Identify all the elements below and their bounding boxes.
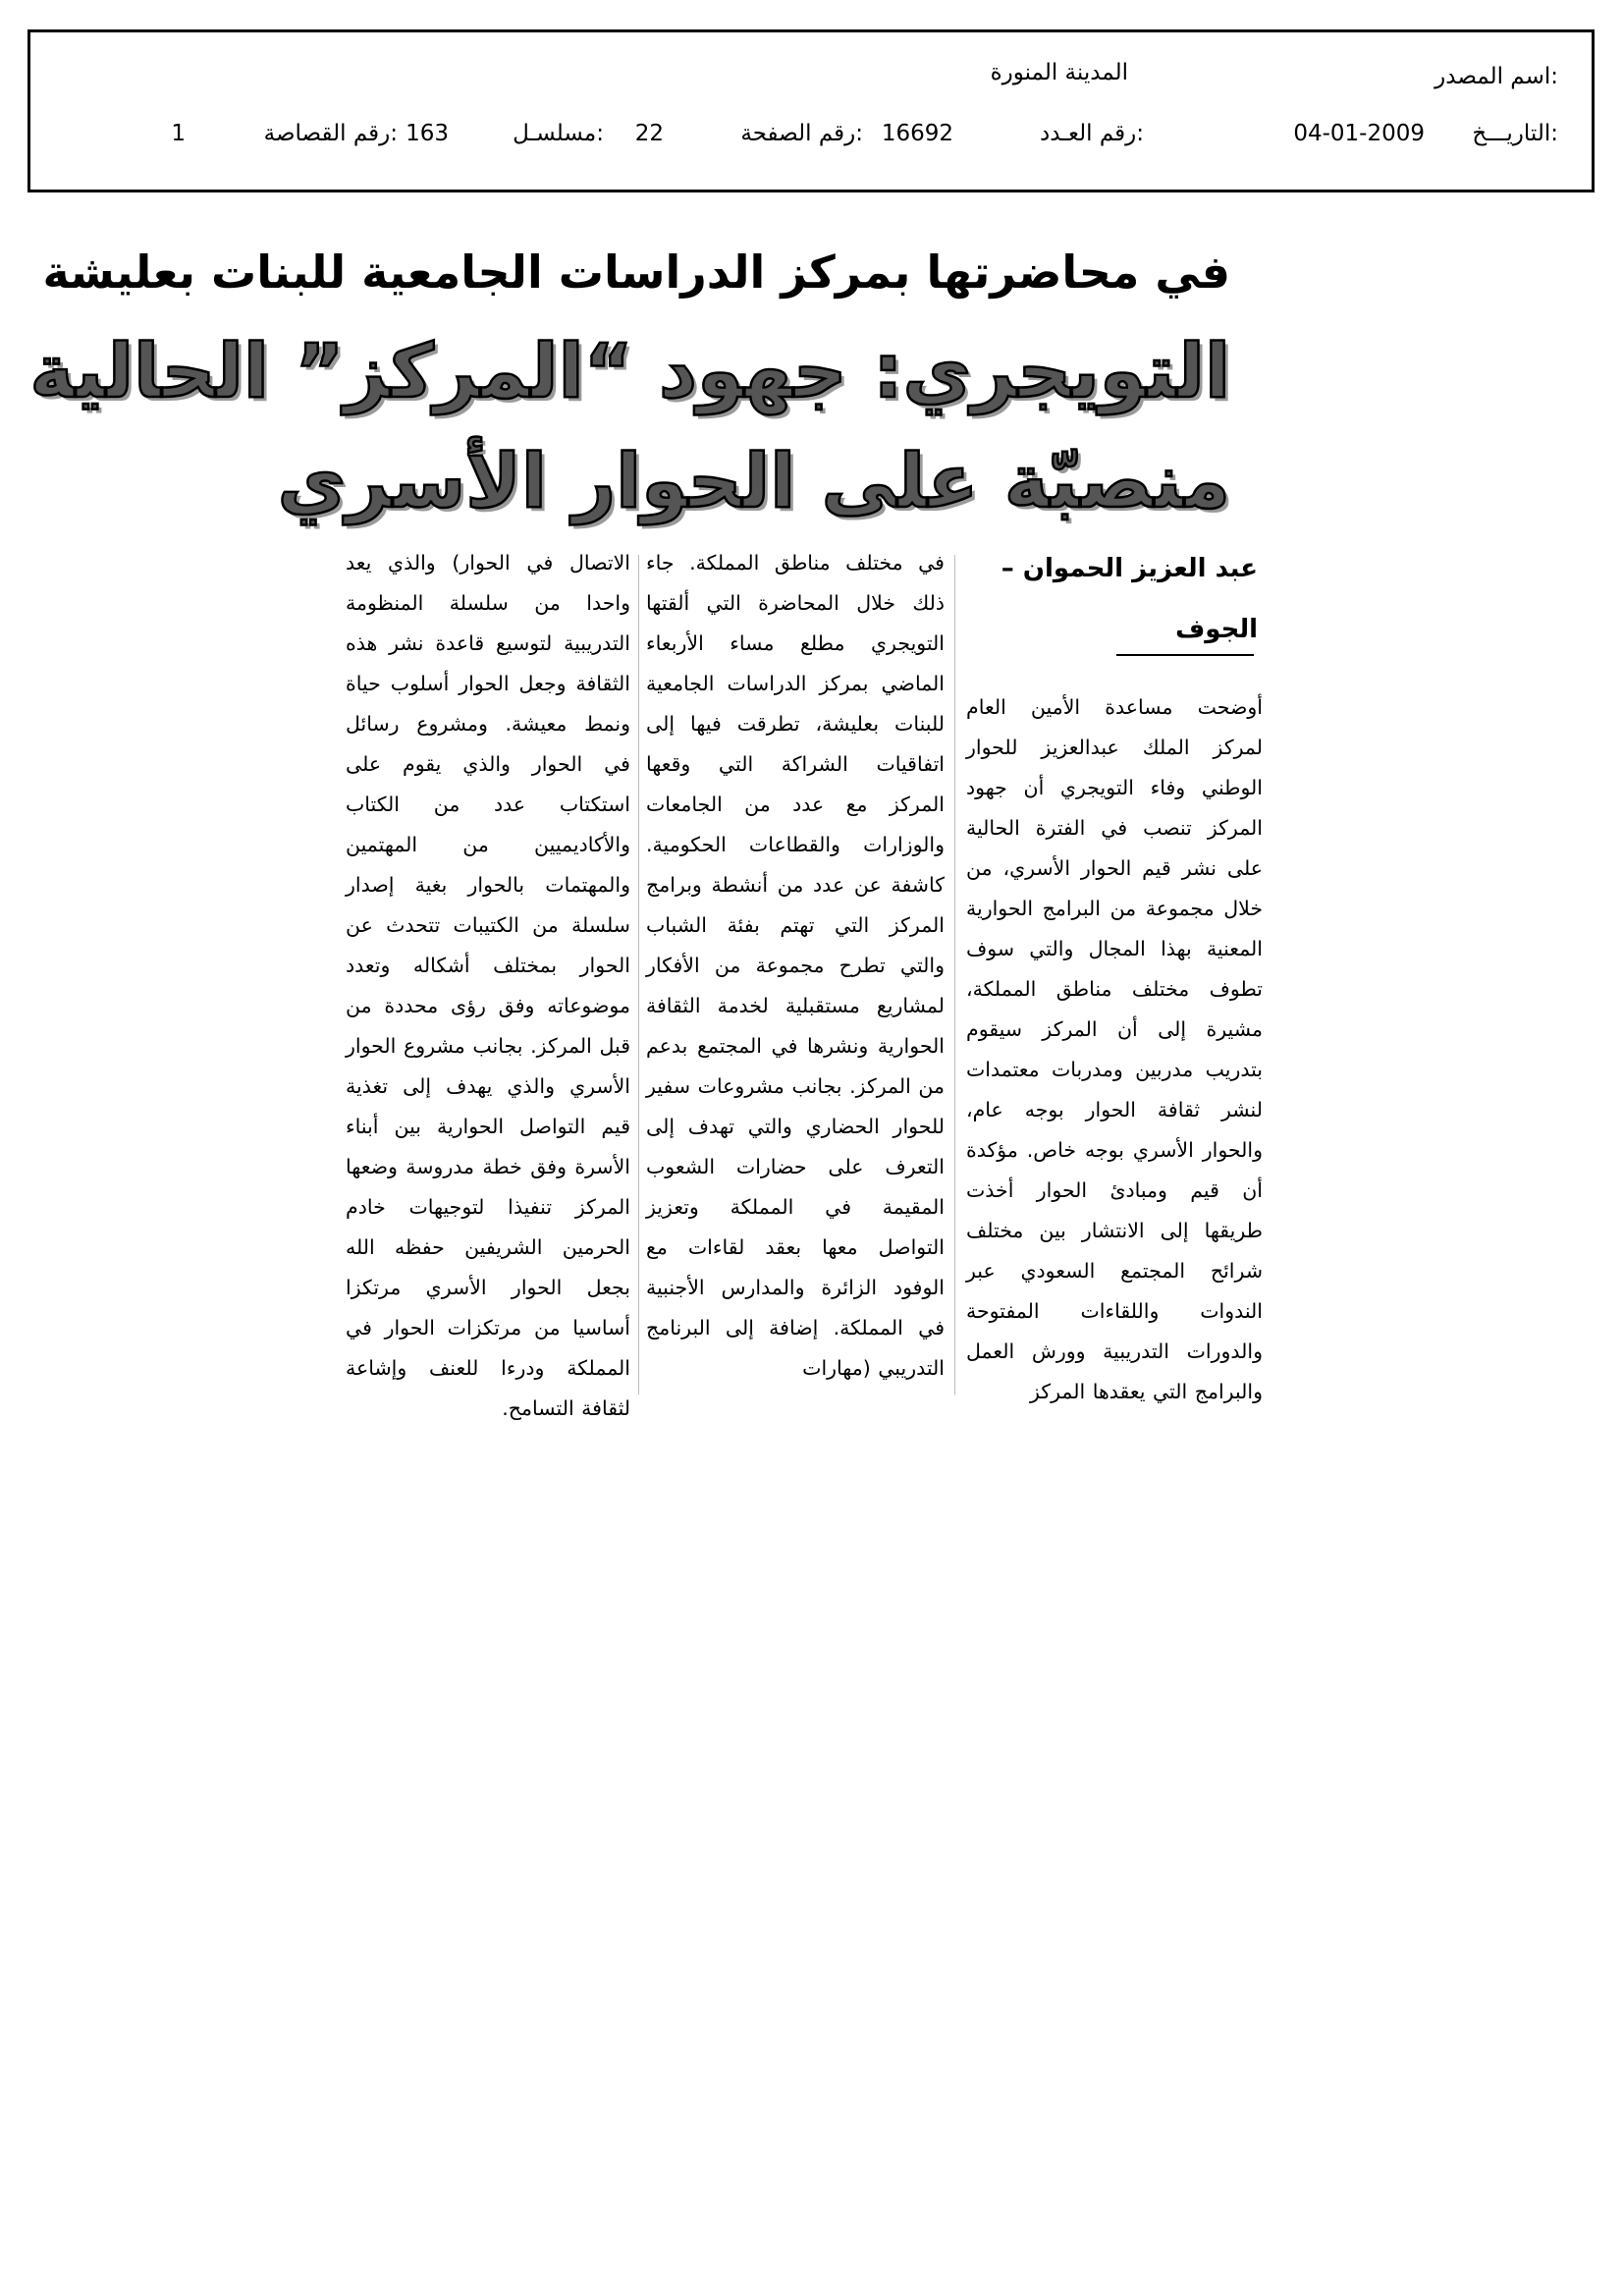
byline-location: الجوف [1175,615,1258,644]
page-value: 22 [634,121,664,146]
clip-value: 1 [171,121,186,146]
date-value: 04-01-2009 [1293,121,1425,146]
serial-value: 163 [406,121,449,146]
article-column-2 [646,543,945,1394]
column-divider [638,555,639,1394]
article-column-3-text: الاتصال في الحوار) والذي يعد واحدا من سلسلة المنظومة التدريبية لتوسيع قاعدة نشر هذه الثقافة وجعل الحوار أسلوب حياة ونمط معيشة. ومشروع رسائل في الحوار والذي يقوم على استكتاب عدد من الكتاب والأكاديميين من المهتمين والمهتمات بالحوار بغية إصدار سلسلة من الكتيبات تتحدث عن الحوار بمختلف أشكاله وتعدد موضوعاته وفق رؤى محددة من قبل المركز. بجانب مشروع الحوار الأسري والذي يهدف إلى تغذية قيم التواصل الحوارية بين أبناء الأسرة وفق خطة مدروسة وضعها المركز تنفيذا لتوجيهات خادم الحرمين الشريفين حفظه الله بجعل الحوار الأسري مرتكزا أساسيا من مرتكزات الحوار في المملكة ودرءا للعنف وإشاعة لثقافة التسامح. [346,551,630,1420]
byline-rule [1116,654,1254,656]
article-headline-line-1: التويجري: جهود “المركز” الحالية [29,327,1230,414]
page-label: رقم الصفحة: [740,121,863,146]
article-column-1-text: أوضحت مساعدة الأمين العام لمركز الملك عبدالعزيز للحوار الوطني وفاء التويجري أن جهود المركز تنصب في الفترة الحالية على نشر قيم الحوار الأسري، من خلال مجموعة من البرامج الحوارية المعنية بهذا المجال والتي سوف تطوف مختلف مناطق المملكة، مشيرة إلى أن المركز سيقوم بتدريب مدربين ومدربات معتمدات لنشر ثقافة الحوار بوجه عام، والحوار الأسري بوجه خاص. مؤكدة أن قيم ومبادئ الحوار أخذت طريقها إلى الانتشار بين مختلف شرائح المجتمع السعودي عبر الندوات واللقاءات المفتوحة والدورات التدريبية وورش العمل والبرامج التي يعقدها المركز [966,695,1263,1403]
issue-label: رقم العـدد: [1039,121,1144,146]
byline-author: عبد العزيز الحموان – [1001,554,1258,583]
source-value: المدينة المنورة [990,60,1128,85]
date-label: التاريـــخ: [1472,121,1558,146]
column-divider [954,555,955,1394]
article-column-1 [966,687,1263,1403]
clip-label: رقم القصاصة: [263,121,398,146]
article-headline-line-2: منصبّة على الحوار الأسري [277,437,1230,524]
issue-value: 16692 [881,121,953,146]
article-column-3 [346,543,630,1420]
source-label: اسم المصدر: [1434,64,1558,89]
clipping-metadata-box [27,29,1595,192]
article-column-2-text: في مختلف مناطق المملكة. جاء ذلك خلال المحاضرة التي ألقتها التويجري مطلع مساء الأربعاء الماضي بمركز الدراسات الجامعية للبنات بعليشة، تطرقت فيها إلى اتفاقيات الشراكة التي وقعها المركز مع عدد من الجامعات والوزارات والقطاعات الحكومية. كاشفة عن عدد من أنشطة وبرامج المركز التي تهتم بفئة الشباب والتي تطرح مجموعة من الأفكار لمشاريع مستقبلية لخدمة الثقافة الحوارية ونشرها في المجتمع بدعم من المركز. بجانب مشروعات سفير للحوار الحضاري والتي تهدف إلى التعرف على حضارات الشعوب المقيمة في المملكة وتعزيز التواصل معها بعقد لقاءات مع الوفود الزائرة والمدارس الأجنبية في المملكة. إضافة إلى البرنامج التدريبي (مهارات [646,551,945,1380]
serial-label: مسلسـل: [513,121,604,146]
article-subtitle: في محاضرتها بمركز الدراسات الجامعية للبنات بعليشة [42,246,1230,299]
